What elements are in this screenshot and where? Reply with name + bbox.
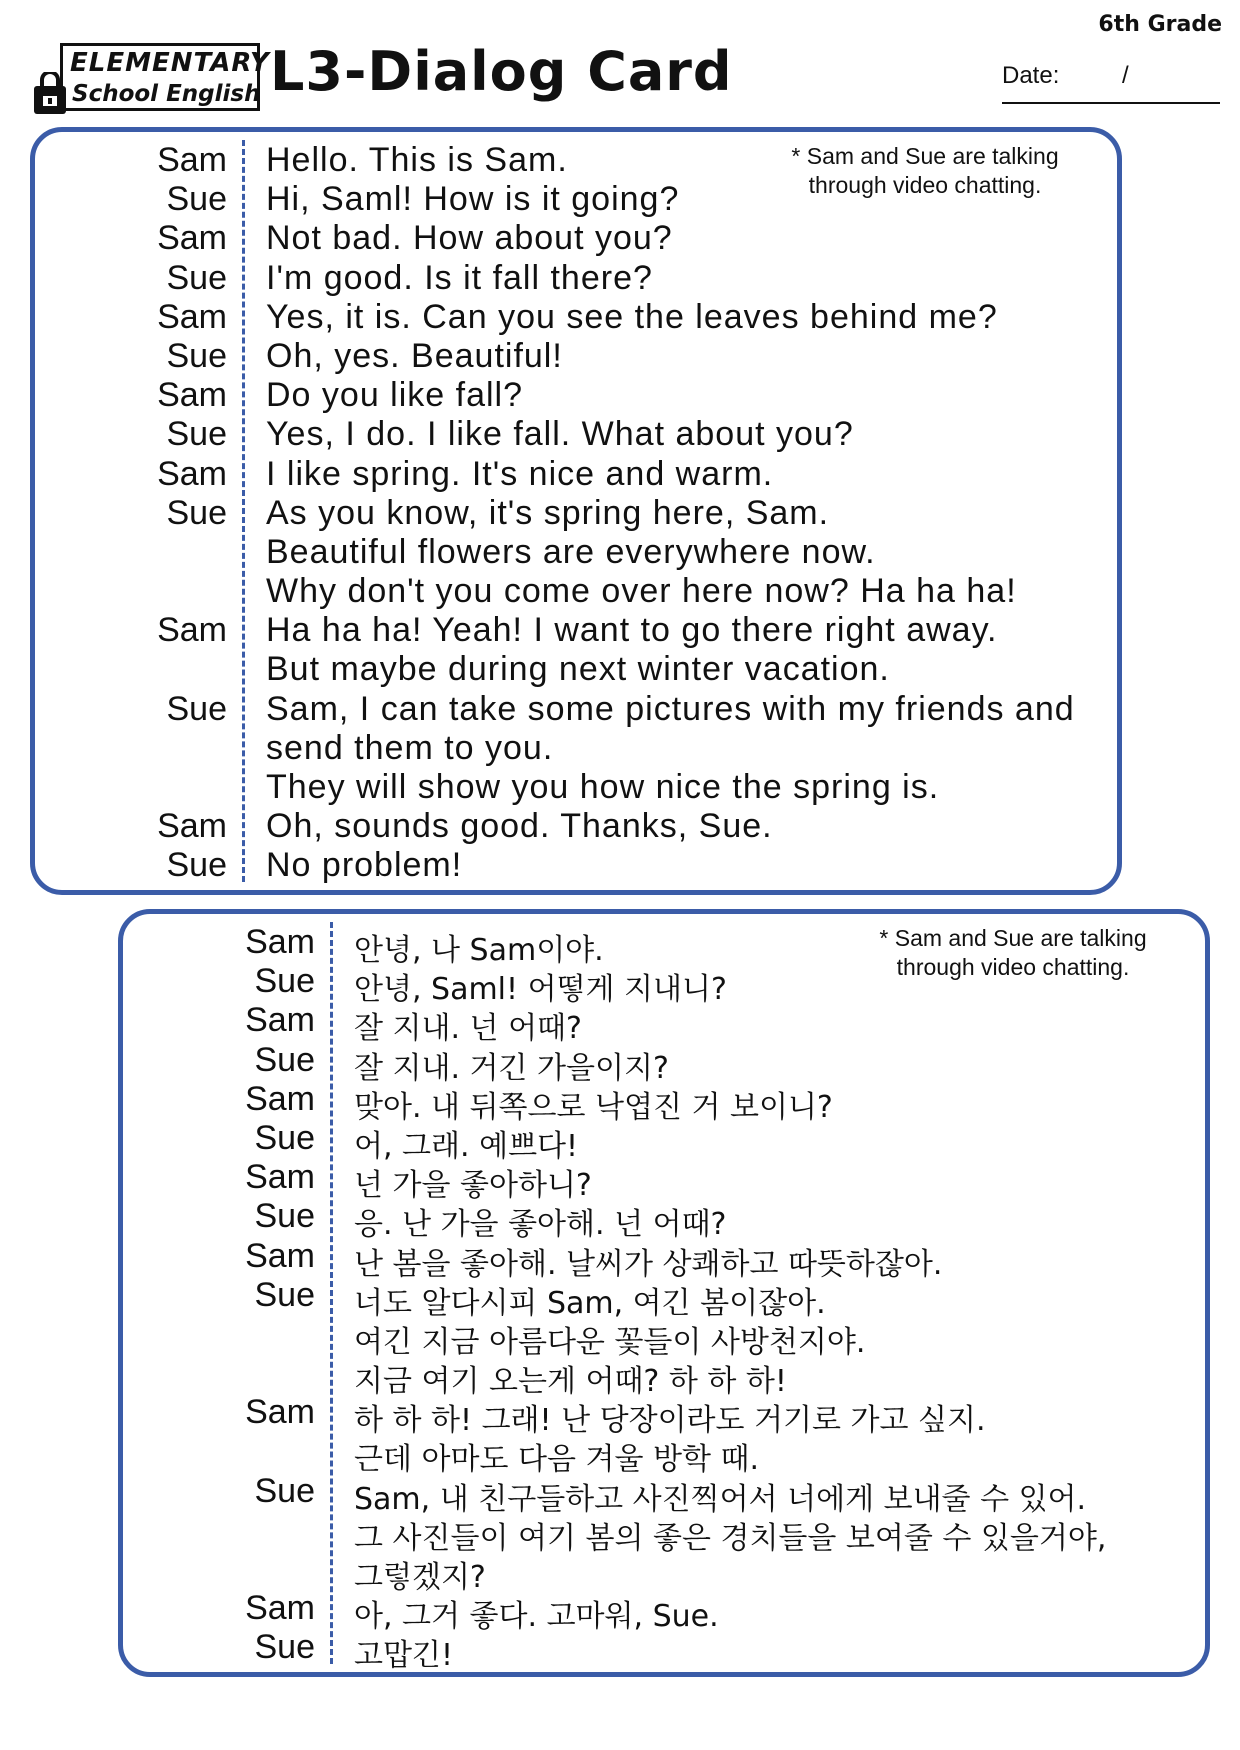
dialog-text: Yes, it is. Can you see the leaves behind me?	[266, 297, 998, 336]
speaker-name: Sam	[157, 219, 227, 258]
speaker-name: Sue	[166, 258, 227, 297]
speaker-name: Sue	[166, 493, 227, 532]
speaker-name: Sue	[166, 415, 227, 454]
dialog-text: 잘 지내. 넌 어때?	[354, 1011, 582, 1047]
school-logo	[30, 40, 270, 114]
dialog-line	[35, 727, 1117, 766]
dialog-text: Hello. This is Sam.	[266, 141, 568, 179]
speaker-name: Sam	[245, 1001, 315, 1040]
speaker-name: Sue	[166, 180, 227, 219]
dialog-line	[35, 178, 1117, 217]
speaker-name: Sue	[254, 962, 315, 1001]
dialog-text: They will show you how nice the spring is.	[266, 768, 940, 806]
dialog-line	[35, 413, 1117, 452]
logo-text-elementary: ELEMENTARY	[70, 48, 270, 78]
dialog-line	[123, 1391, 1205, 1439]
dialog-text: Sam, 내 친구들하고 사진찍어서 너에게 보내줄 수 있어.	[354, 1481, 1087, 1517]
dialog-text: 여긴 지금 아름다운 꽃들이 사방천지야.	[354, 1324, 866, 1360]
dialog-text: Oh, sounds good. Thanks, Sue.	[266, 807, 773, 846]
speaker-name: Sam	[245, 1236, 315, 1275]
speaker-name: Sue	[254, 1471, 315, 1510]
speaker-name: Sam	[245, 1158, 315, 1197]
dialog-text: No problem!	[266, 846, 463, 885]
dialog-lines	[35, 139, 1117, 884]
dialog-line	[123, 1470, 1205, 1517]
speaker-name: Sue	[166, 846, 227, 885]
speaker-name: Sue	[254, 1197, 315, 1236]
dialog-text: 근데 아마도 다음 겨울 방학 때.	[354, 1442, 759, 1478]
dialog-line	[123, 1195, 1205, 1243]
dialog-line	[35, 296, 1117, 335]
dialog-text: 잘 지내. 거긴 가을이지?	[354, 1050, 669, 1086]
dialog-note-line: * Sam and Sue are talking	[879, 925, 1147, 951]
speaker-name: Sue	[254, 1118, 315, 1157]
grade-label: 6th Grade	[1098, 12, 1222, 37]
dialog-line	[35, 844, 1117, 883]
speaker-name: Sue	[254, 1040, 315, 1079]
dialog-text: Sam, I can take some pictures with my friends and	[266, 689, 1075, 728]
dialog-text: 지금 여기 오는게 어때? 하 하 하!	[354, 1364, 787, 1400]
dialog-text: 난 봄을 좋아해. 날씨가 상쾌하고 따뜻하잖아.	[354, 1246, 943, 1282]
dialog-line	[123, 1430, 1205, 1478]
dialog-line	[35, 688, 1117, 727]
dialog-text: 응. 난 가을 좋아해. 넌 어때?	[354, 1207, 727, 1243]
dialog-text: 어, 그래. 예쁘다!	[354, 1128, 579, 1164]
logo-text-school-english: School English	[72, 81, 261, 107]
dialog-text: I'm good. Is it fall there?	[266, 258, 653, 297]
speaker-name: Sam	[157, 141, 227, 179]
dialog-text: 넌 가을 좋아하니?	[354, 1168, 592, 1204]
speaker-name: Sam	[157, 611, 227, 650]
dialog-note-line: through video chatting.	[896, 954, 1130, 980]
dialog-text: Hi, Saml! How is it going?	[266, 180, 680, 219]
dialog-line	[35, 453, 1117, 492]
dialog-text: But maybe during next winter vacation.	[266, 650, 890, 689]
dialog-text: Why don't you come over here now? Ha ha ha!	[266, 572, 1017, 611]
date-separator: /	[1122, 62, 1129, 89]
date-label: Date:	[1002, 62, 1060, 89]
dialog-line	[123, 1313, 1205, 1360]
dialog-text: 고맙긴!	[354, 1638, 453, 1674]
dialog-line	[35, 492, 1117, 531]
speaker-name: Sam	[157, 297, 227, 336]
dialog-line	[35, 648, 1117, 687]
korean-dialog-panel	[118, 909, 1210, 1677]
dialog-text: Ha ha ha! Yeah! I want to go there right away.	[266, 611, 998, 650]
speaker-name: Sue	[254, 1275, 315, 1314]
dialog-text: 아, 그거 좋다. 고마워, Sue.	[354, 1599, 719, 1635]
speaker-name: Sue	[166, 336, 227, 375]
page-title: L3-Dialog Card	[270, 40, 733, 103]
dialog-note-line: through video chatting.	[808, 172, 1042, 198]
date-field[interactable]	[1002, 62, 1220, 104]
dialog-line	[123, 1352, 1205, 1400]
dialog-text: Yes, I do. I like fall. What about you?	[266, 415, 854, 454]
dialog-lines	[123, 921, 1205, 1674]
dialog-text: 하 하 하! 그래! 난 당장이라도 거기로 가고 싶지.	[354, 1403, 986, 1439]
dialog-line	[35, 139, 1117, 178]
dialog-text: 너도 알다시피 Sam, 여긴 봄이잖아.	[354, 1285, 826, 1321]
speaker-name: Sam	[245, 1589, 315, 1628]
speaker-name: Sam	[245, 1393, 315, 1432]
speaker-name: Sue	[254, 1628, 315, 1667]
dialog-text: 그 사진들이 여기 봄의 좋은 경치들을 보여줄 수 있을거야,	[354, 1520, 1107, 1556]
speaker-name: Sam	[157, 807, 227, 846]
dialog-line	[35, 217, 1117, 256]
dialog-line	[123, 1626, 1205, 1674]
speaker-name: Sam	[245, 1079, 315, 1118]
dialog-text: As you know, it's spring here, Sam.	[266, 493, 830, 532]
dialog-line	[123, 1039, 1205, 1086]
dialog-line	[35, 335, 1117, 374]
speaker-name: Sam	[157, 454, 227, 493]
dialog-line	[123, 1548, 1205, 1595]
dialog-text: Not bad. How about you?	[266, 219, 673, 258]
dialog-line	[123, 999, 1205, 1047]
dialog-line	[123, 1117, 1205, 1164]
dialog-text: 안녕, 나 Sam이야.	[354, 933, 604, 968]
dialog-text: Do you like fall?	[266, 376, 524, 415]
dialog-text: send them to you.	[266, 728, 554, 767]
dialog-line	[123, 1274, 1205, 1321]
dialog-line	[35, 570, 1117, 609]
dialog-line	[35, 609, 1117, 648]
speaker-name: Sam	[157, 376, 227, 415]
dialog-line	[123, 1235, 1205, 1282]
speaker-name: Sue	[166, 689, 227, 728]
english-dialog-panel	[30, 127, 1122, 895]
dialog-line	[35, 257, 1117, 296]
dialog-text: I like spring. It's nice and warm.	[266, 454, 774, 493]
dialog-text: 그렇겠지?	[354, 1560, 486, 1595]
dialog-text: Beautiful flowers are everywhere now.	[266, 532, 876, 571]
dialog-line	[35, 805, 1117, 844]
dialog-text: Oh, yes. Beautiful!	[266, 336, 563, 375]
dialog-line	[123, 960, 1205, 1008]
dialog-note-line: * Sam and Sue are talking	[791, 143, 1059, 169]
dialog-text: 안녕, Saml! 어떻게 지내니?	[354, 972, 727, 1008]
dialog-line	[35, 766, 1117, 805]
speaker-name: Sam	[245, 923, 315, 961]
dialog-line	[35, 374, 1117, 413]
dialog-line	[123, 1156, 1205, 1204]
dialog-line	[123, 1509, 1205, 1556]
dialog-line	[35, 531, 1117, 570]
dialog-line	[123, 1587, 1205, 1635]
dialog-line	[123, 1078, 1205, 1125]
dialog-text: 맞아. 내 뒤쪽으로 낙엽진 거 보이니?	[354, 1089, 833, 1125]
